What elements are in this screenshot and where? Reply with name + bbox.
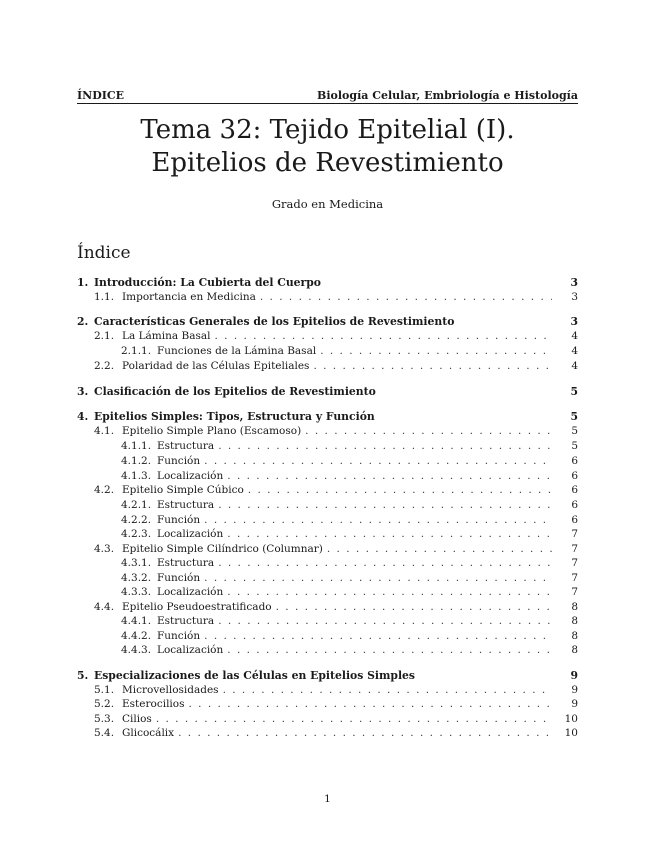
toc-dot-leader <box>223 684 552 696</box>
toc-entry-label: Localización <box>157 586 224 598</box>
toc-entry-number: 4. <box>77 410 89 423</box>
toc-subsection-entry[interactable] <box>94 291 578 305</box>
toc-entry-number: 5.1. <box>94 684 115 696</box>
toc-entry-number: 4.2. <box>94 484 115 496</box>
toc-entry-page: 8 <box>571 644 578 656</box>
toc-entry-page: 4 <box>571 345 578 357</box>
toc-entry-number: 4.3.1. <box>121 557 152 569</box>
toc-entry-number: 4.2.3. <box>121 528 152 540</box>
toc-entry-label: Microvellosidades <box>122 684 219 696</box>
toc-entry-page: 7 <box>571 557 578 569</box>
toc-dot-leader <box>320 345 552 357</box>
toc-entry-page: 3 <box>570 276 578 289</box>
running-header <box>77 89 578 104</box>
toc-subsection-entry[interactable] <box>121 615 578 629</box>
header-course-name: Biología Celular, Embriología e Histología <box>317 89 578 102</box>
toc-dot-leader <box>260 291 552 303</box>
toc-dot-leader <box>227 644 552 656</box>
toc-subsection-entry[interactable] <box>121 345 578 359</box>
toc-entry-label: Introducción: La Cubierta del Cuerpo <box>94 276 321 289</box>
toc-subsection-entry[interactable] <box>121 528 578 542</box>
toc-entry-number: 2.2. <box>94 360 115 372</box>
toc-dot-leader <box>156 713 552 725</box>
toc-entry-label: Especializaciones de las Células en Epitelios Simples <box>94 669 416 682</box>
toc-entry-page: 9 <box>570 669 578 682</box>
toc-entry-page: 4 <box>571 330 578 342</box>
toc-entry-label: Localización <box>157 644 224 656</box>
toc-dot-leader <box>218 615 552 627</box>
toc-entry-label: La Lámina Basal <box>122 330 211 342</box>
toc-dot-leader <box>218 499 552 511</box>
toc-entry-page: 8 <box>571 601 578 613</box>
toc-entry-page: 7 <box>571 528 578 540</box>
toc-entry-number: 4.2.1. <box>121 499 152 511</box>
page-number: 1 <box>324 793 331 805</box>
toc-entry-number: 5. <box>77 669 89 682</box>
toc-subsection-entry[interactable] <box>121 455 578 469</box>
toc-entry-label: Estructura <box>157 557 215 569</box>
toc-dot-leader <box>218 440 552 452</box>
toc-subsection-entry[interactable] <box>94 713 578 727</box>
toc-subsection-entry[interactable] <box>121 572 578 586</box>
toc-entry-number: 2. <box>77 315 89 328</box>
toc-entry-page: 7 <box>571 586 578 598</box>
toc-dot-leader <box>227 470 552 482</box>
toc-dot-leader <box>218 557 552 569</box>
toc-subsection-entry[interactable] <box>121 499 578 513</box>
toc-entry-label: Glicocálix <box>122 727 175 739</box>
toc-entry-number: 1.1. <box>94 291 115 303</box>
toc-entry-number: 4.1.2. <box>121 455 152 467</box>
document-subtitle: Grado en Medicina <box>271 197 384 211</box>
toc-entry-label: Localización <box>157 470 224 482</box>
toc-entry-number: 4.4.2. <box>121 630 152 642</box>
toc-entry-number: 4.2.2. <box>121 514 152 526</box>
toc-entry-page: 3 <box>571 291 578 303</box>
toc-entry-number: 4.1. <box>94 425 115 437</box>
toc-entry-page: 5 <box>570 410 578 423</box>
toc-dot-leader <box>248 484 552 496</box>
toc-entry-label: Función <box>157 455 201 467</box>
toc-entry-number: 4.4. <box>94 601 115 613</box>
toc-subsection-entry[interactable] <box>94 727 578 741</box>
toc-subsection-entry[interactable] <box>94 330 578 344</box>
toc-section-entry[interactable] <box>77 315 578 329</box>
toc-dot-leader <box>204 455 552 467</box>
toc-entry-page: 6 <box>571 499 578 511</box>
toc-entry-number: 5.3. <box>94 713 115 725</box>
toc-entry-page: 6 <box>571 514 578 526</box>
toc-dot-leader <box>214 330 552 342</box>
toc-entry-page: 6 <box>571 455 578 467</box>
toc-entry-page: 9 <box>571 684 578 696</box>
toc-dot-leader <box>276 601 552 613</box>
toc-entry-number: 4.4.3. <box>121 644 152 656</box>
toc-subsection-entry[interactable] <box>121 470 578 484</box>
toc-entry-page: 3 <box>570 315 578 328</box>
toc-entry-label: Estructura <box>157 615 215 627</box>
toc-entry-page: 6 <box>571 470 578 482</box>
toc-dot-leader <box>204 572 552 584</box>
toc-entry-number: 4.1.3. <box>121 470 152 482</box>
toc-entry-page: 9 <box>571 698 578 710</box>
toc-entry-label: Estructura <box>157 440 215 452</box>
toc-entry-label: Función <box>157 514 201 526</box>
toc-entry-label: Esterocilios <box>122 698 185 710</box>
toc-entry-page: 8 <box>571 630 578 642</box>
toc-entry-label: Características Generales de los Epitelios de Revestimiento <box>94 315 455 328</box>
toc-entry-page: 10 <box>564 713 578 725</box>
toc-subsection-entry[interactable] <box>121 557 578 571</box>
toc-dot-leader <box>305 425 552 437</box>
toc-section-entry[interactable] <box>77 385 578 399</box>
toc-subsection-entry[interactable] <box>94 425 578 439</box>
toc-entry-label: Clasificación de los Epitelios de Revestimiento <box>94 385 376 398</box>
toc-section-entry[interactable] <box>77 410 578 424</box>
toc-dot-leader <box>204 514 552 526</box>
toc-entry-label: Función <box>157 630 201 642</box>
toc-subsection-entry[interactable] <box>94 698 578 712</box>
toc-section-entry[interactable] <box>77 669 578 683</box>
toc-entry-page: 10 <box>564 727 578 739</box>
toc-entry-label: Importancia en Medicina <box>122 291 256 303</box>
toc-entry-page: 8 <box>571 615 578 627</box>
toc-entry-label: Cilios <box>122 713 152 725</box>
toc-subsection-entry[interactable] <box>94 543 578 557</box>
toc-subsection-entry[interactable] <box>121 630 578 644</box>
toc-entry-number: 2.1. <box>94 330 115 342</box>
toc-entry-number: 4.3.3. <box>121 586 152 598</box>
toc-entry-page: 6 <box>571 484 578 496</box>
toc-entry-number: 5.2. <box>94 698 115 710</box>
toc-section-entry[interactable] <box>77 276 578 290</box>
toc-entry-number: 3. <box>77 385 89 398</box>
toc-subsection-entry[interactable] <box>94 360 578 374</box>
toc-entry-number: 5.4. <box>94 727 115 739</box>
title-line-1: Tema 32: Tejido Epitelial (I). <box>140 115 515 145</box>
toc-entry-number: 4.1.1. <box>121 440 152 452</box>
toc-heading: Índice <box>77 243 131 263</box>
toc-subsection-entry[interactable] <box>94 684 578 698</box>
toc-entry-label: Estructura <box>157 499 215 511</box>
toc-entry-label: Localización <box>157 528 224 540</box>
toc-subsection-entry[interactable] <box>94 601 578 615</box>
toc-entry-label: Función <box>157 572 201 584</box>
toc-subsection-entry[interactable] <box>94 484 578 498</box>
toc-entry-label: Polaridad de las Células Epiteliales <box>122 360 310 372</box>
toc-entry-label: Epitelio Pseudoestratificado <box>122 601 272 613</box>
toc-entry-page: 4 <box>571 360 578 372</box>
toc-dot-leader <box>227 528 552 540</box>
toc-subsection-entry[interactable] <box>121 440 578 454</box>
toc-entry-number: 4.3. <box>94 543 115 555</box>
toc-entry-number: 4.4.1. <box>121 615 152 627</box>
toc-dot-leader <box>204 630 552 642</box>
title-line-2: Epitelios de Revestimiento <box>151 148 504 178</box>
toc-dot-leader <box>327 543 552 555</box>
header-section-name: ÍNDICE <box>77 89 125 102</box>
toc-entry-number: 1. <box>77 276 89 289</box>
toc-subsection-entry[interactable] <box>121 514 578 528</box>
toc-dot-leader <box>227 586 552 598</box>
toc-entry-label: Epitelio Simple Plano (Escamoso) <box>122 425 302 437</box>
toc-entry-page: 7 <box>571 572 578 584</box>
toc-entry-number: 2.1.1. <box>121 345 152 357</box>
toc-subsection-entry[interactable] <box>121 644 578 658</box>
toc-entry-label: Epitelio Simple Cilíndrico (Columnar) <box>122 543 323 555</box>
toc-entry-label: Epitelio Simple Cúbico <box>122 484 244 496</box>
toc-entry-number: 4.3.2. <box>121 572 152 584</box>
toc-entry-label: Epitelios Simples: Tipos, Estructura y Función <box>94 410 375 423</box>
toc-entry-page: 5 <box>570 385 578 398</box>
toc-entry-label: Funciones de la Lámina Basal <box>157 345 317 357</box>
toc-entry-page: 5 <box>571 425 578 437</box>
toc-entry-page: 5 <box>571 440 578 452</box>
toc-dot-leader <box>313 360 552 372</box>
toc-entry-page: 7 <box>571 543 578 555</box>
toc-dot-leader <box>189 698 553 710</box>
toc-dot-leader <box>178 727 552 739</box>
document-title <box>0 114 655 180</box>
toc-subsection-entry[interactable] <box>121 586 578 600</box>
